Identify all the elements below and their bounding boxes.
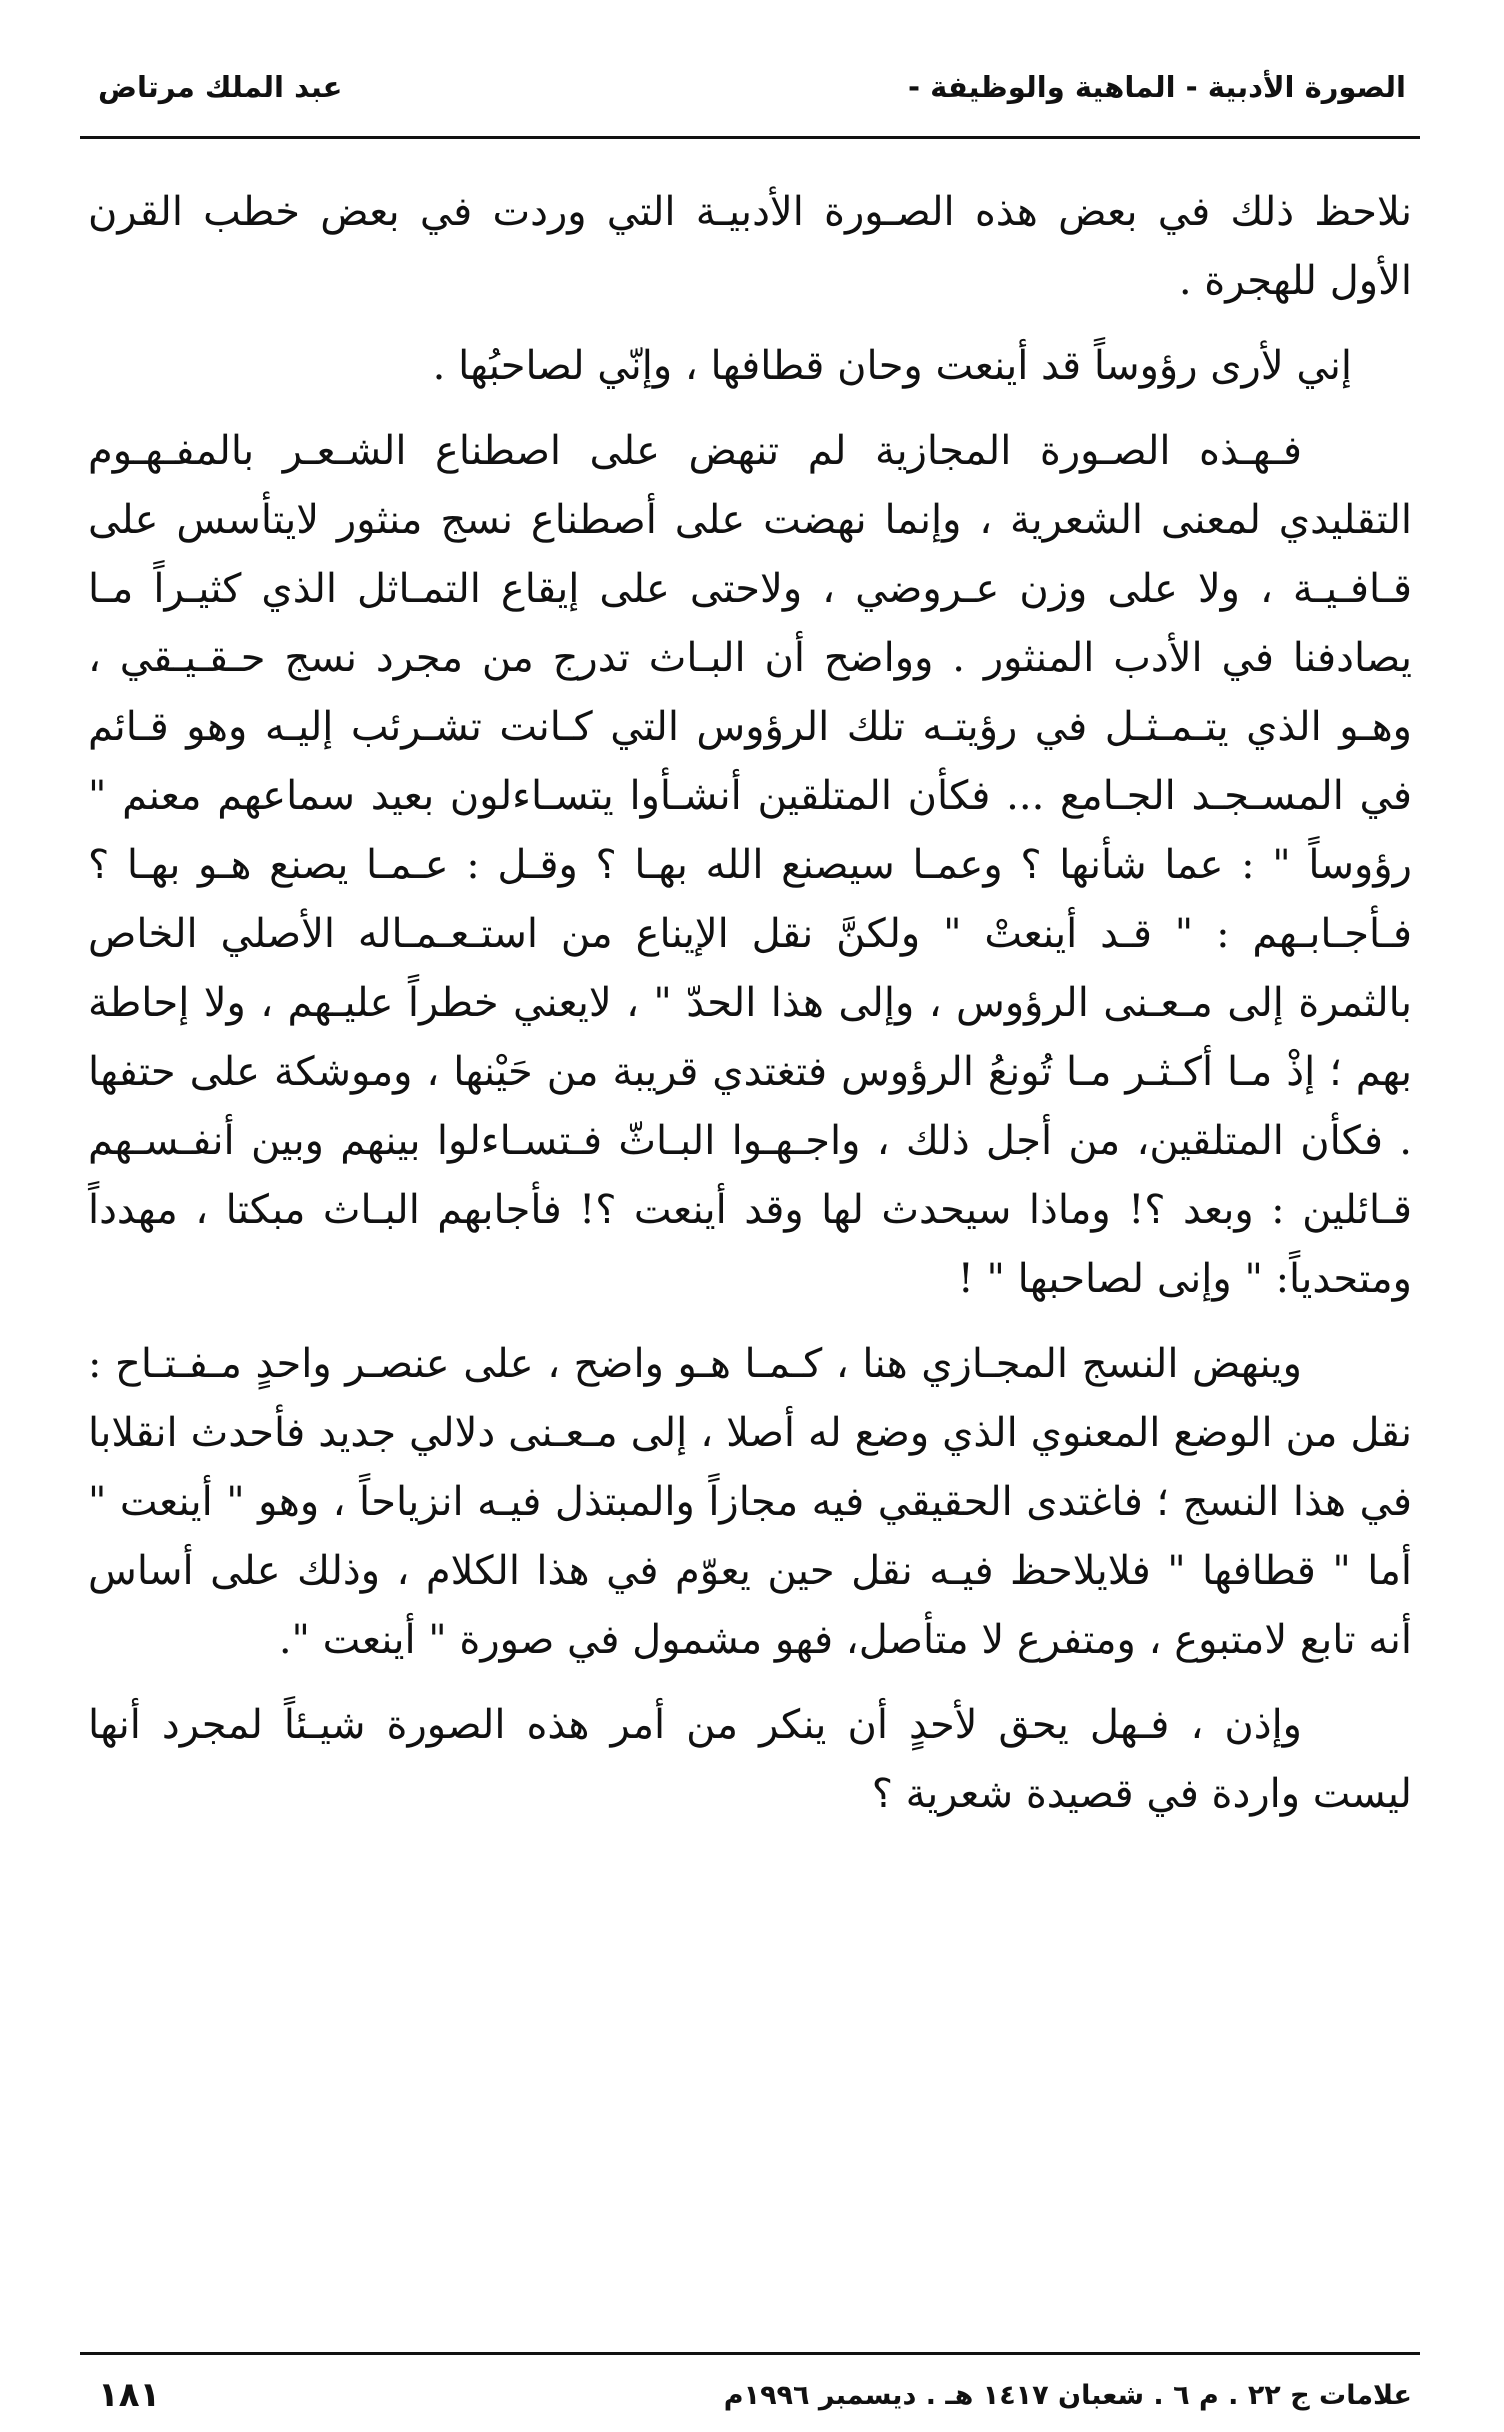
paragraph-2: فـهـذه الصـورة المجازية لم تنهض على اصطناع الشـعـر بالمفـهـوم التقليدي لمعنى الشعرية ، وإنما نهضت على أصطناع نسج منثور لايتأسس على قـافـيـة ، ولا على وزن عـروضي ، ولاحتى على إيقاع التمـاثل الذي كثيـراً مـا يصادفنا في الأدب المنثور . وواضح أن البـاث تدرج من مجرد نسج حـقـيـقي ، وهـو الذي يتـمـثـل في رؤيتـه تلك الرؤوس التي كـانت تشـرئب إليـه وهو قـائم في المسـجـد الجـامع ... فكأن المتلقين أنشـأوا يتسـاءلون بعيد سماعهم معنم " رؤوساً " : عما شأنها ؟ وعمـا سيصنع الله بهـا ؟ وقـل : عـمـا يصنع هـو بهـا ؟ فـأجـابـهم : " قـد أينعتْ " ولكنَّ نقل الإيناع من استـعـمـاله الأصلي الخاص بالثمرة إلى مـعـنى الرؤوس ، وإلى هذا الحدّ " ، لايعني خطراً عليـهم ، ولا إحاطة بهم ؛ إذْ مـا أكـثـر مـا تُونعُ الرؤوس فتغتدي قريبة من حَيْنها ، وموشكة على حتفها . فكأن المتلقين، من أجل ذلك ، واجـهـوا البـاثّ فـتسـاءلوا بينهم وبين أنفـسـهم قـائلين : وبعد ؟! وماذا سيحدث لها وقد أينعت ؟! فأجابهم البـاث مبكتا ، مهدداً ومتحدياً: " وإنى لصاحبها " !	[88, 428, 1413, 1302]
paragraph-3: وينهض النسج المجـازي هنا ، كـمـا هـو واضح ، على عنصـر واحدٍ مـفـتـاح : نقل من الوضع المعنوي الذي وضع له أصلا ، إلى مـعـنى دلالي جديد فأحدث انقلابا في هذا النسج ؛ فاغتدى الحقيقي فيه مجازاً والمبتذل فيـه انزياحاً ، وهو " أينعت " أما " قطافها " فلايلاحظ فيـه نقل حين يعوّم في هذا الكلام ، وذلك على أساس أنه تابع لامتبوع ، ومتفرع لا متأصل، فهو مشمول في صورة " أينعت ".	[88, 1341, 1412, 1663]
paragraph-4: وإذن ، فـهل يحق لأحدٍ أن ينكر من أمر هذه الصورة شيـئاً لمجرد أنها ليست واردة في قصيدة شعرية ؟	[88, 1702, 1412, 1817]
footer-divider	[80, 2352, 1420, 2355]
running-header	[98, 62, 1406, 112]
quoted-speech: إني لأرى رؤوساً قد أينعت وحان قطافها ، وإنّي لصاحبُها .	[432, 343, 1352, 389]
running-footer	[98, 2372, 1412, 2418]
article-body	[88, 178, 1412, 1829]
header-divider	[80, 136, 1420, 139]
page-number: ١٨١	[98, 2375, 161, 2415]
paragraph-1: نلاحظ ذلك في بعض هذه الصـورة الأدبيـة التي وردت في بعض خطب القرن الأول للهجرة .	[88, 189, 1412, 304]
journal-citation: علامات ج ٢٢ . م ٦ . شعبان ١٤١٧ هـ . ديسمبر ١٩٩٦م	[723, 2379, 1412, 2411]
header-title: الصورة الأدبية - الماهية والوظيفة -	[907, 70, 1406, 104]
header-author: عبد الملك مرتاض	[98, 70, 343, 104]
